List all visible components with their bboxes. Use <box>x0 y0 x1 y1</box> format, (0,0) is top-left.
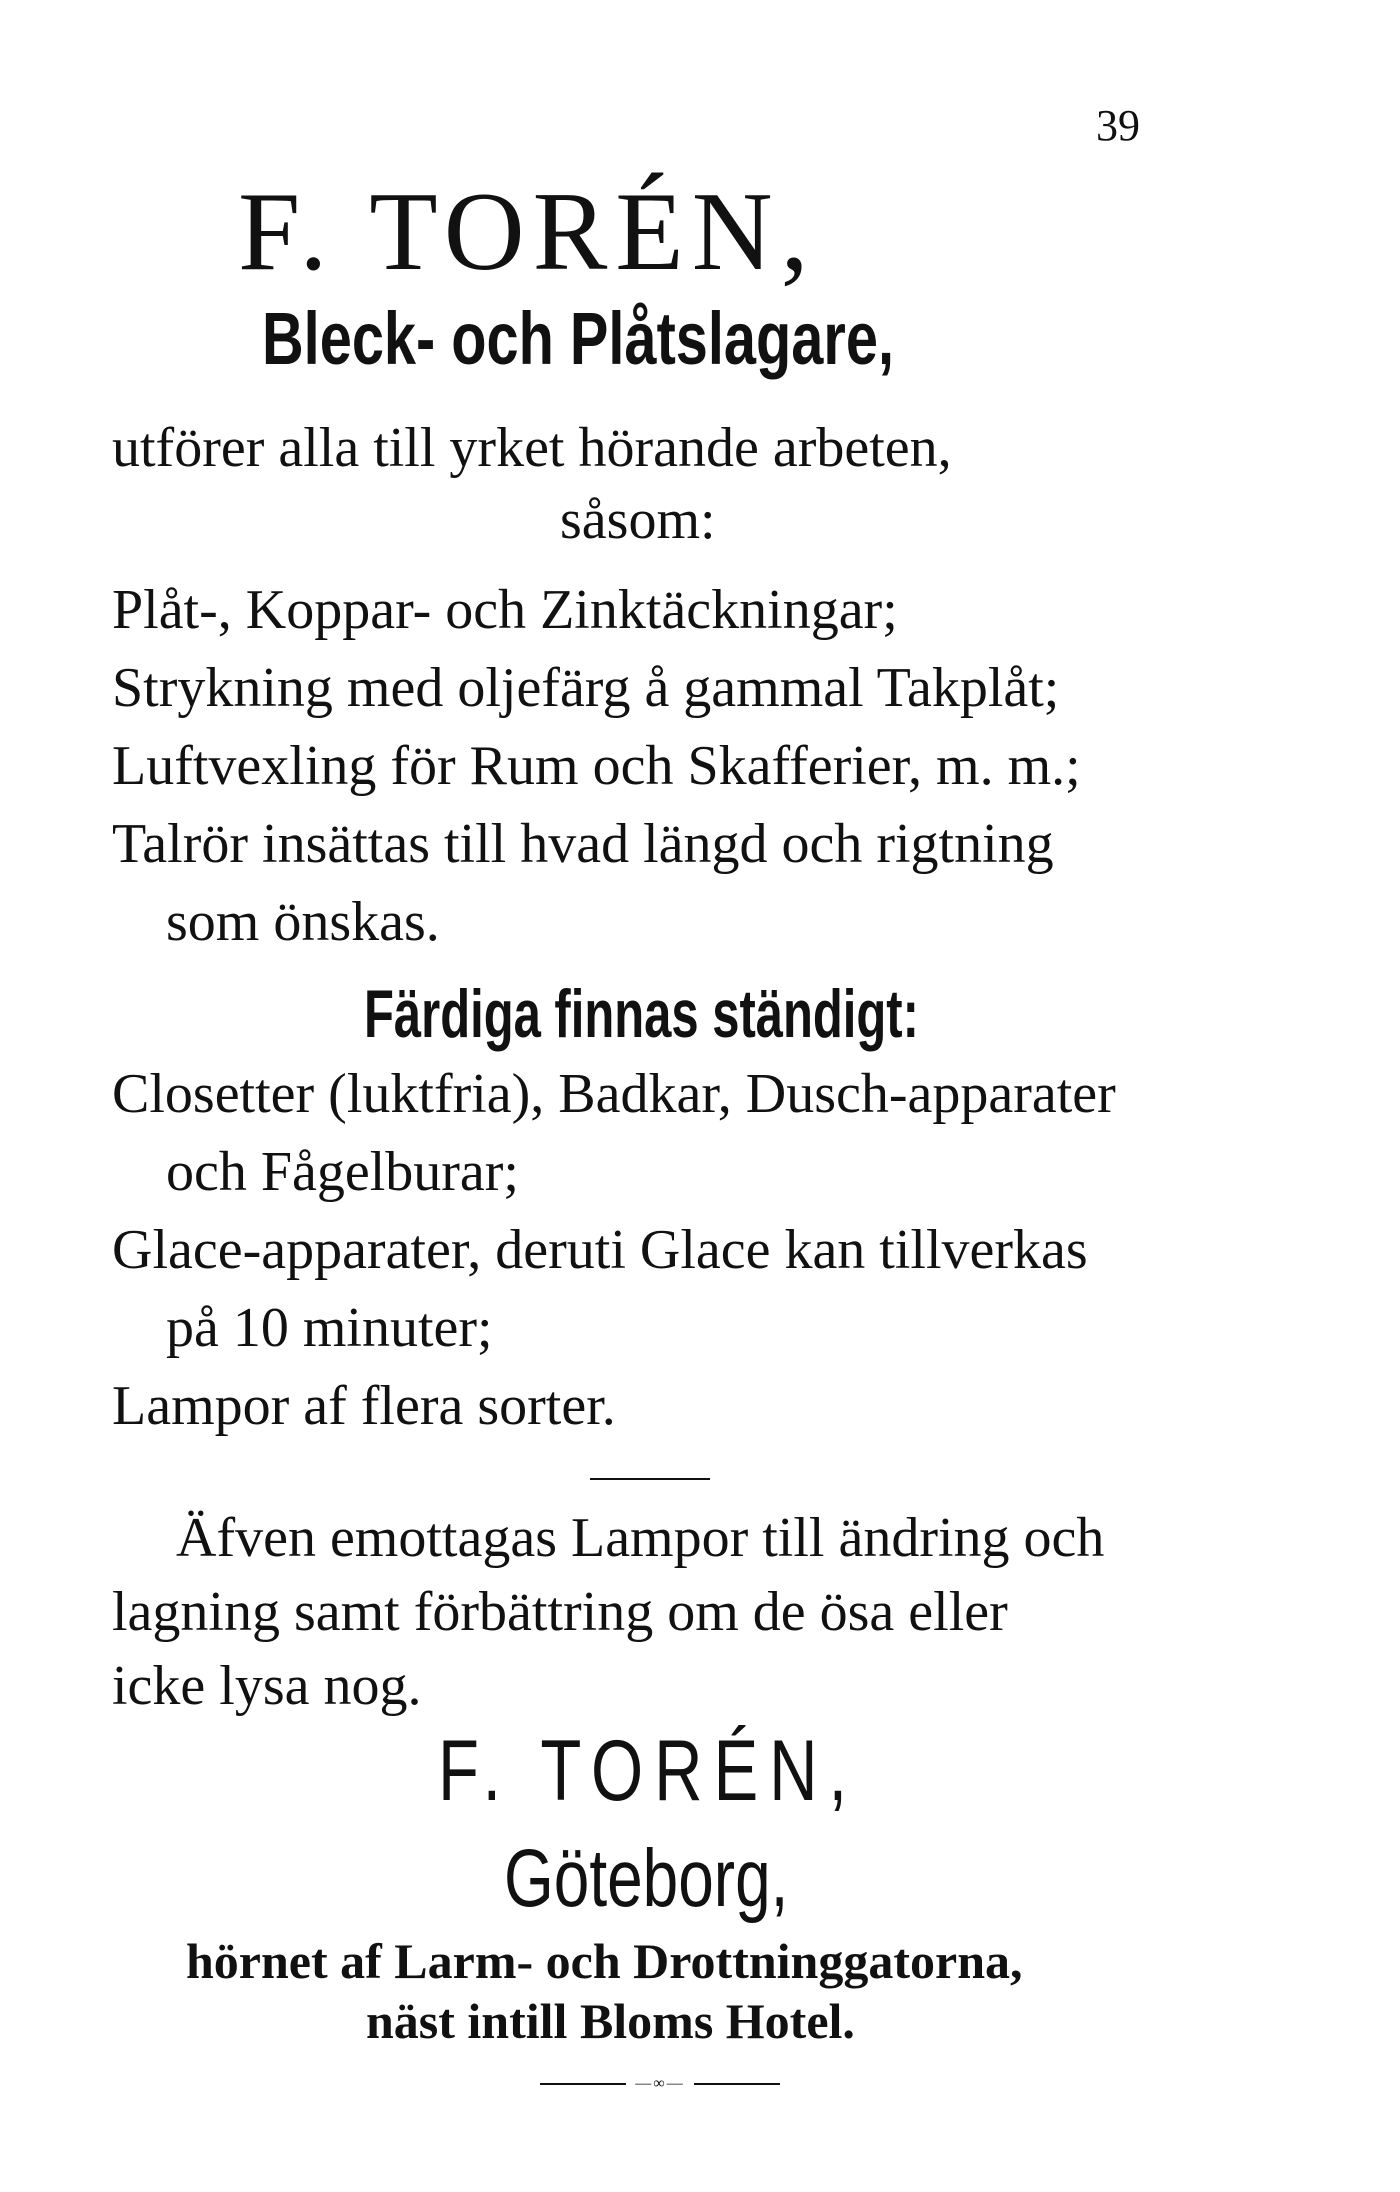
section-divider <box>590 1478 710 1480</box>
intro-line-2: såsom: <box>560 489 716 551</box>
available-item-3: Glace-apparater, deruti Glace kan tillverkas <box>112 1219 1088 1281</box>
available-item-5: Lampor af flera sorter. <box>112 1375 616 1437</box>
address-line-2: näst intill Bloms Hotel. <box>366 1993 855 2049</box>
closing-ornament <box>540 2075 780 2092</box>
available-item-1: Closetter (luktfria), Badkar, Dusch-apparater <box>112 1063 1116 1125</box>
signature-name: F. TORÉN, <box>438 1723 859 1819</box>
address-line-1: hörnet af Larm- och Drottninggatorna, <box>186 1933 1023 1989</box>
available-item-2: och Fågelburar; <box>166 1141 519 1203</box>
service-line-4: Talrör insättas till hvad längd och rigtning <box>112 813 1054 875</box>
advertiser-name-heading: F. TORÉN, <box>238 170 817 294</box>
service-line-1: Plåt-, Koppar- och Zinktäckningar; <box>112 579 898 641</box>
available-item-4: på 10 minuter; <box>166 1297 493 1359</box>
ornament-right-rule <box>694 2083 780 2085</box>
available-heading: Färdiga finnas ständigt: <box>364 976 919 1052</box>
page-number: 39 <box>1096 101 1140 150</box>
city-name: Göteborg, <box>504 1833 789 1924</box>
ornament-center-mark: —∞— <box>635 2075 685 2092</box>
notice-line-1: Äfven emottagas Lampor till ändring och <box>176 1507 1105 1569</box>
trade-title: Bleck- och Plåtslagare, <box>262 297 894 380</box>
service-line-5: som önskas. <box>166 891 440 953</box>
notice-line-3: icke lysa nog. <box>112 1655 422 1717</box>
notice-line-2: lagning samt förbättring om de ösa eller <box>112 1581 1008 1643</box>
service-line-3: Luftvexling för Rum och Skafferier, m. m.; <box>112 735 1081 797</box>
service-line-2: Strykning med oljefärg å gammal Takplåt; <box>112 657 1060 719</box>
ornament-left-rule <box>540 2083 626 2085</box>
intro-line-1: utförer alla till yrket hörande arbeten, <box>112 417 952 479</box>
